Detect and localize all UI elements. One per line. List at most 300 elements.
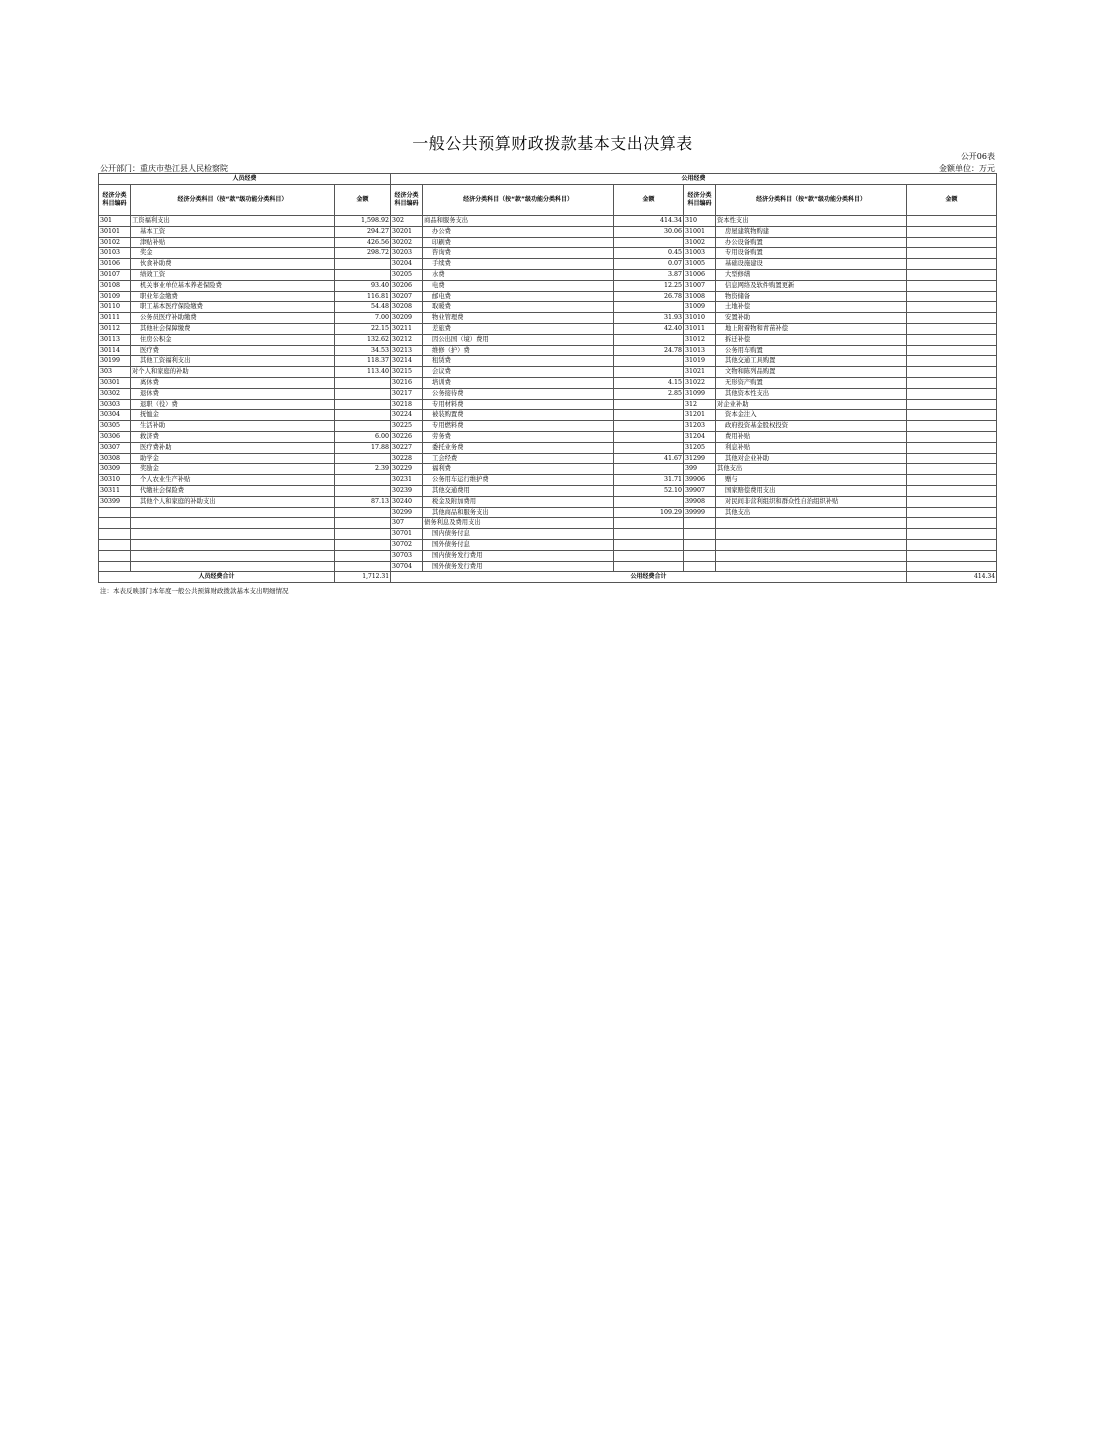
- cell-name: 救济费: [131, 431, 335, 442]
- cell-code: 31021: [684, 367, 716, 378]
- personnel-total-amount: 1,712.31: [335, 572, 391, 583]
- cell-amount: 113.40: [335, 367, 391, 378]
- cell-name: [131, 550, 335, 561]
- cell-amount: [614, 442, 684, 453]
- cell-name: 水费: [423, 269, 614, 280]
- amount-header: 金额: [614, 185, 684, 216]
- cell-amount: [335, 485, 391, 496]
- cell-code: 30214: [391, 356, 423, 367]
- cell-code: 302: [391, 216, 423, 227]
- name-header: 经济分类科目（按“款”级功能分类科目）: [716, 185, 907, 216]
- cell-amount: 294.27: [335, 226, 391, 237]
- cell-code: 30217: [391, 388, 423, 399]
- cell-code: 31009: [684, 302, 716, 313]
- cell-name: 电费: [423, 280, 614, 291]
- table-row: [99, 356, 997, 367]
- cell-code: 30212: [391, 334, 423, 345]
- public-total-amount: 414.34: [907, 572, 997, 583]
- cell-code: 31006: [684, 269, 716, 280]
- cell-name: 公务用车运行维护费: [423, 475, 614, 486]
- cell-name: 房屋建筑物购建: [716, 226, 907, 237]
- cell-code: 303: [99, 367, 131, 378]
- cell-name: 基础设施建设: [716, 259, 907, 270]
- cell-code: 30701: [391, 529, 423, 540]
- cell-amount: 414.34: [614, 216, 684, 227]
- cell-amount: 42.40: [614, 323, 684, 334]
- cell-amount: 298.72: [335, 248, 391, 259]
- cell-code: 30216: [391, 377, 423, 388]
- public-total-label: 公用经费合计: [391, 572, 907, 583]
- cell-amount: [335, 529, 391, 540]
- cell-name: 取暖费: [423, 302, 614, 313]
- cell-code: 30208: [391, 302, 423, 313]
- cell-name: 其他商品和服务支出: [423, 507, 614, 518]
- code-header: 经济分类科目编码: [684, 185, 716, 216]
- cell-amount: [335, 561, 391, 572]
- table-row: [99, 280, 997, 291]
- cell-amount: 93.40: [335, 280, 391, 291]
- cell-code: [684, 561, 716, 572]
- cell-name: 资本金注入: [716, 410, 907, 421]
- cell-amount: [907, 485, 997, 496]
- cell-name: 专用材料费: [423, 399, 614, 410]
- cell-name: 拆迁补偿: [716, 334, 907, 345]
- cell-code: 31011: [684, 323, 716, 334]
- cell-code: [99, 550, 131, 561]
- cell-amount: [907, 216, 997, 227]
- cell-name: 专用设备购置: [716, 248, 907, 259]
- cell-code: 307: [391, 518, 423, 529]
- cell-amount: [907, 226, 997, 237]
- cell-name: 债务利息及费用支出: [423, 518, 614, 529]
- name-header: 经济分类科目（按“款”级功能分类科目）: [423, 185, 614, 216]
- cell-name: 无形资产购置: [716, 377, 907, 388]
- cell-name: 基本工资: [131, 226, 335, 237]
- cell-code: 310: [684, 216, 716, 227]
- cell-name: 费用补贴: [716, 431, 907, 442]
- cell-code: 31001: [684, 226, 716, 237]
- cell-amount: [614, 518, 684, 529]
- cell-name: 因公出国（境）费用: [423, 334, 614, 345]
- cell-code: 30224: [391, 410, 423, 421]
- cell-name: 住房公积金: [131, 334, 335, 345]
- cell-code: 30205: [391, 269, 423, 280]
- cell-name: 对个人和家庭的补助: [131, 367, 335, 378]
- cell-amount: 2.39: [335, 464, 391, 475]
- table-row: [99, 323, 997, 334]
- cell-code: [99, 507, 131, 518]
- cell-code: 30310: [99, 475, 131, 486]
- cell-name: [131, 539, 335, 550]
- cell-code: 30399: [99, 496, 131, 507]
- cell-amount: [907, 431, 997, 442]
- personnel-total-label: 人员经费合计: [99, 572, 335, 583]
- cell-code: 30211: [391, 323, 423, 334]
- cell-name: 其他社会保障缴费: [131, 323, 335, 334]
- expenditure-table: [98, 173, 997, 583]
- cell-name: 对企业补助: [716, 399, 907, 410]
- cell-code: 39999: [684, 507, 716, 518]
- cell-name: 手续费: [423, 259, 614, 270]
- cell-amount: [907, 529, 997, 540]
- cell-code: 30206: [391, 280, 423, 291]
- table-row: [99, 345, 997, 356]
- cell-code: 30109: [99, 291, 131, 302]
- cell-name: [716, 518, 907, 529]
- cell-code: 31013: [684, 345, 716, 356]
- cell-name: [716, 529, 907, 540]
- totals-row: [99, 572, 997, 583]
- cell-code: 30226: [391, 431, 423, 442]
- cell-code: [684, 529, 716, 540]
- cell-amount: 12.25: [614, 280, 684, 291]
- cell-code: 30228: [391, 453, 423, 464]
- cell-name: 奖金: [131, 248, 335, 259]
- cell-code: 31204: [684, 431, 716, 442]
- table-row: [99, 464, 997, 475]
- table-row: [99, 550, 997, 561]
- cell-name: 公务接待费: [423, 388, 614, 399]
- cell-code: 30108: [99, 280, 131, 291]
- cell-name: [131, 561, 335, 572]
- table-row: [99, 431, 997, 442]
- cell-amount: [907, 345, 997, 356]
- table-row: [99, 226, 997, 237]
- cell-amount: [907, 388, 997, 399]
- cell-name: 安置补助: [716, 313, 907, 324]
- table-row: [99, 248, 997, 259]
- cell-amount: 31.71: [614, 475, 684, 486]
- cell-amount: [907, 475, 997, 486]
- cell-name: [131, 529, 335, 540]
- cell-code: 312: [684, 399, 716, 410]
- cell-amount: [907, 410, 997, 421]
- cell-name: 抚恤金: [131, 410, 335, 421]
- cell-code: [684, 550, 716, 561]
- table-row: [99, 496, 997, 507]
- cell-code: 30107: [99, 269, 131, 280]
- table-row: [99, 561, 997, 572]
- cell-code: 31022: [684, 377, 716, 388]
- cell-amount: [614, 464, 684, 475]
- cell-amount: 54.48: [335, 302, 391, 313]
- code-header: 经济分类科目编码: [99, 185, 131, 216]
- cell-name: 租赁费: [423, 356, 614, 367]
- cell-amount: [335, 550, 391, 561]
- cell-amount: 0.45: [614, 248, 684, 259]
- cell-name: 政府投资基金股权投资: [716, 421, 907, 432]
- cell-amount: [907, 248, 997, 259]
- form-number: 公开06表: [960, 152, 995, 161]
- cell-amount: [335, 453, 391, 464]
- cell-name: 税金及附加费用: [423, 496, 614, 507]
- cell-code: [99, 561, 131, 572]
- cell-amount: [907, 356, 997, 367]
- cell-name: 信息网络及软件购置更新: [716, 280, 907, 291]
- cell-amount: 118.37: [335, 356, 391, 367]
- cell-amount: [335, 507, 391, 518]
- cell-amount: 1,598.92: [335, 216, 391, 227]
- cell-amount: [614, 399, 684, 410]
- table-row: [99, 334, 997, 345]
- cell-amount: [335, 388, 391, 399]
- cell-code: 30112: [99, 323, 131, 334]
- cell-code: 30103: [99, 248, 131, 259]
- cell-name: 地上附着物和青苗补偿: [716, 323, 907, 334]
- cell-code: 301: [99, 216, 131, 227]
- cell-code: 31205: [684, 442, 716, 453]
- cell-amount: [614, 410, 684, 421]
- cell-code: 30302: [99, 388, 131, 399]
- cell-amount: [335, 410, 391, 421]
- cell-amount: [614, 496, 684, 507]
- cell-amount: [907, 302, 997, 313]
- cell-name: 国外债务发行费用: [423, 561, 614, 572]
- group-header-row: [99, 174, 997, 185]
- cell-name: 个人农业生产补贴: [131, 475, 335, 486]
- cell-amount: [614, 561, 684, 572]
- cell-amount: [907, 421, 997, 432]
- cell-amount: 109.29: [614, 507, 684, 518]
- cell-name: 助学金: [131, 453, 335, 464]
- cell-name: 专用燃料费: [423, 421, 614, 432]
- cell-code: 30204: [391, 259, 423, 270]
- cell-amount: [614, 539, 684, 550]
- cell-amount: 31.93: [614, 313, 684, 324]
- cell-amount: 87.13: [335, 496, 391, 507]
- cell-name: 文物和陈列品购置: [716, 367, 907, 378]
- table-row: [99, 291, 997, 302]
- cell-name: 其他交通费用: [423, 485, 614, 496]
- cell-amount: 132.62: [335, 334, 391, 345]
- cell-name: 物业管理费: [423, 313, 614, 324]
- cell-code: 31201: [684, 410, 716, 421]
- cell-amount: [614, 550, 684, 561]
- cell-name: 赠与: [716, 475, 907, 486]
- cell-name: 办公费: [423, 226, 614, 237]
- cell-amount: [907, 367, 997, 378]
- cell-name: 医疗费补助: [131, 442, 335, 453]
- cell-amount: [335, 259, 391, 270]
- cell-amount: 34.53: [335, 345, 391, 356]
- cell-name: 对民间非营利组织和群众性自治组织补贴: [716, 496, 907, 507]
- cell-name: 委托业务费: [423, 442, 614, 453]
- cell-name: [716, 539, 907, 550]
- table-row: [99, 302, 997, 313]
- cell-amount: [907, 539, 997, 550]
- cell-code: 30101: [99, 226, 131, 237]
- cell-amount: 426.56: [335, 237, 391, 248]
- cell-amount: [907, 313, 997, 324]
- cell-name: 资本性支出: [716, 216, 907, 227]
- table-row: [99, 539, 997, 550]
- cell-name: 工资福利支出: [131, 216, 335, 227]
- cell-amount: [907, 561, 997, 572]
- cell-code: 30240: [391, 496, 423, 507]
- unit-label: 金额单位：万元: [939, 164, 995, 173]
- cell-code: 31203: [684, 421, 716, 432]
- cell-code: 31008: [684, 291, 716, 302]
- cell-amount: [335, 539, 391, 550]
- cell-amount: [335, 377, 391, 388]
- cell-name: 劳务费: [423, 431, 614, 442]
- cell-name: 生活补助: [131, 421, 335, 432]
- cell-name: 其他支出: [716, 464, 907, 475]
- cell-code: 30305: [99, 421, 131, 432]
- cell-amount: [907, 259, 997, 270]
- cell-name: 职工基本医疗保险缴费: [131, 302, 335, 313]
- cell-code: 31003: [684, 248, 716, 259]
- table-row: [99, 216, 997, 227]
- cell-amount: 30.06: [614, 226, 684, 237]
- cell-amount: [907, 507, 997, 518]
- cell-amount: 22.15: [335, 323, 391, 334]
- cell-amount: [614, 302, 684, 313]
- cell-name: 其他对企业补助: [716, 453, 907, 464]
- cell-amount: [614, 529, 684, 540]
- cell-amount: [335, 475, 391, 486]
- table-row: [99, 410, 997, 421]
- cell-amount: [907, 453, 997, 464]
- cell-amount: [907, 442, 997, 453]
- cell-amount: [335, 518, 391, 529]
- cell-name: 绩效工资: [131, 269, 335, 280]
- cell-code: 31010: [684, 313, 716, 324]
- cell-code: 31299: [684, 453, 716, 464]
- cell-code: 30239: [391, 485, 423, 496]
- cell-amount: [614, 431, 684, 442]
- table-row: [99, 367, 997, 378]
- cell-amount: [907, 464, 997, 475]
- cell-code: 30227: [391, 442, 423, 453]
- cell-code: 39908: [684, 496, 716, 507]
- cell-name: 其他支出: [716, 507, 907, 518]
- cell-name: 其他个人和家庭的补助支出: [131, 496, 335, 507]
- cell-name: [716, 561, 907, 572]
- cell-code: 30202: [391, 237, 423, 248]
- cell-amount: 41.67: [614, 453, 684, 464]
- cell-code: 30704: [391, 561, 423, 572]
- cell-amount: 52.10: [614, 485, 684, 496]
- cell-name: 伙食补助费: [131, 259, 335, 270]
- cell-code: 31012: [684, 334, 716, 345]
- cell-code: 30111: [99, 313, 131, 324]
- cell-name: 土地补偿: [716, 302, 907, 313]
- cell-name: 被装购置费: [423, 410, 614, 421]
- cell-amount: [907, 550, 997, 561]
- cell-code: 30225: [391, 421, 423, 432]
- cell-amount: [907, 280, 997, 291]
- amount-header: 金额: [907, 185, 997, 216]
- cell-code: [99, 529, 131, 540]
- cell-name: 国内债务付息: [423, 529, 614, 540]
- table-row: [99, 259, 997, 270]
- cell-code: 30229: [391, 464, 423, 475]
- cell-code: 30303: [99, 399, 131, 410]
- cell-amount: 116.81: [335, 291, 391, 302]
- cell-amount: [907, 377, 997, 388]
- cell-code: 30703: [391, 550, 423, 561]
- personnel-header: 人员经费: [99, 174, 391, 185]
- cell-code: 30308: [99, 453, 131, 464]
- cell-amount: [907, 323, 997, 334]
- cell-code: 30304: [99, 410, 131, 421]
- cell-name: [131, 518, 335, 529]
- cell-amount: [614, 367, 684, 378]
- cell-amount: 24.78: [614, 345, 684, 356]
- table-row: [99, 529, 997, 540]
- column-header-row: [99, 185, 997, 216]
- cell-amount: 7.00: [335, 313, 391, 324]
- table-row: [99, 313, 997, 324]
- cell-name: 退职（役）费: [131, 399, 335, 410]
- footnote: 注：本表反映部门本年度一般公共预算财政拨款基本支出明细情况: [100, 587, 289, 595]
- cell-amount: [907, 399, 997, 410]
- cell-code: 30309: [99, 464, 131, 475]
- cell-code: 30113: [99, 334, 131, 345]
- cell-amount: 2.85: [614, 388, 684, 399]
- cell-amount: 3.87: [614, 269, 684, 280]
- cell-code: [99, 518, 131, 529]
- cell-name: 国内债务发行费用: [423, 550, 614, 561]
- cell-amount: [335, 421, 391, 432]
- cell-name: 商品和服务支出: [423, 216, 614, 227]
- cell-code: 30311: [99, 485, 131, 496]
- cell-name: 其他工资福利支出: [131, 356, 335, 367]
- cell-code: 31019: [684, 356, 716, 367]
- cell-amount: 4.15: [614, 377, 684, 388]
- cell-code: 30231: [391, 475, 423, 486]
- cell-code: 30301: [99, 377, 131, 388]
- cell-amount: [907, 269, 997, 280]
- cell-name: 维修（护）费: [423, 345, 614, 356]
- cell-code: 31099: [684, 388, 716, 399]
- cell-code: 30110: [99, 302, 131, 313]
- cell-code: 30114: [99, 345, 131, 356]
- cell-amount: [614, 421, 684, 432]
- cell-name: 代缴社会保险费: [131, 485, 335, 496]
- cell-code: 30209: [391, 313, 423, 324]
- table-row: [99, 237, 997, 248]
- cell-code: [684, 518, 716, 529]
- public-header: 公用经费: [391, 174, 997, 185]
- cell-name: 福利费: [423, 464, 614, 475]
- cell-amount: [335, 269, 391, 280]
- cell-code: 31002: [684, 237, 716, 248]
- cell-amount: 0.07: [614, 259, 684, 270]
- cell-code: 399: [684, 464, 716, 475]
- cell-code: 39907: [684, 485, 716, 496]
- cell-name: 国家赔偿费用支出: [716, 485, 907, 496]
- cell-code: 39906: [684, 475, 716, 486]
- cell-name: 物资储备: [716, 291, 907, 302]
- table-row: [99, 518, 997, 529]
- code-header: 经济分类科目编码: [391, 185, 423, 216]
- cell-name: 印刷费: [423, 237, 614, 248]
- amount-header: 金额: [335, 185, 391, 216]
- cell-code: 30106: [99, 259, 131, 270]
- cell-code: 30307: [99, 442, 131, 453]
- cell-code: 31007: [684, 280, 716, 291]
- cell-amount: [907, 237, 997, 248]
- table-row: [99, 399, 997, 410]
- table-row: [99, 475, 997, 486]
- cell-name: 公务用车购置: [716, 345, 907, 356]
- cell-name: 差旅费: [423, 323, 614, 334]
- name-header: 经济分类科目（按“款”级功能分类科目）: [131, 185, 335, 216]
- cell-amount: [907, 496, 997, 507]
- cell-name: 其他交通工具购置: [716, 356, 907, 367]
